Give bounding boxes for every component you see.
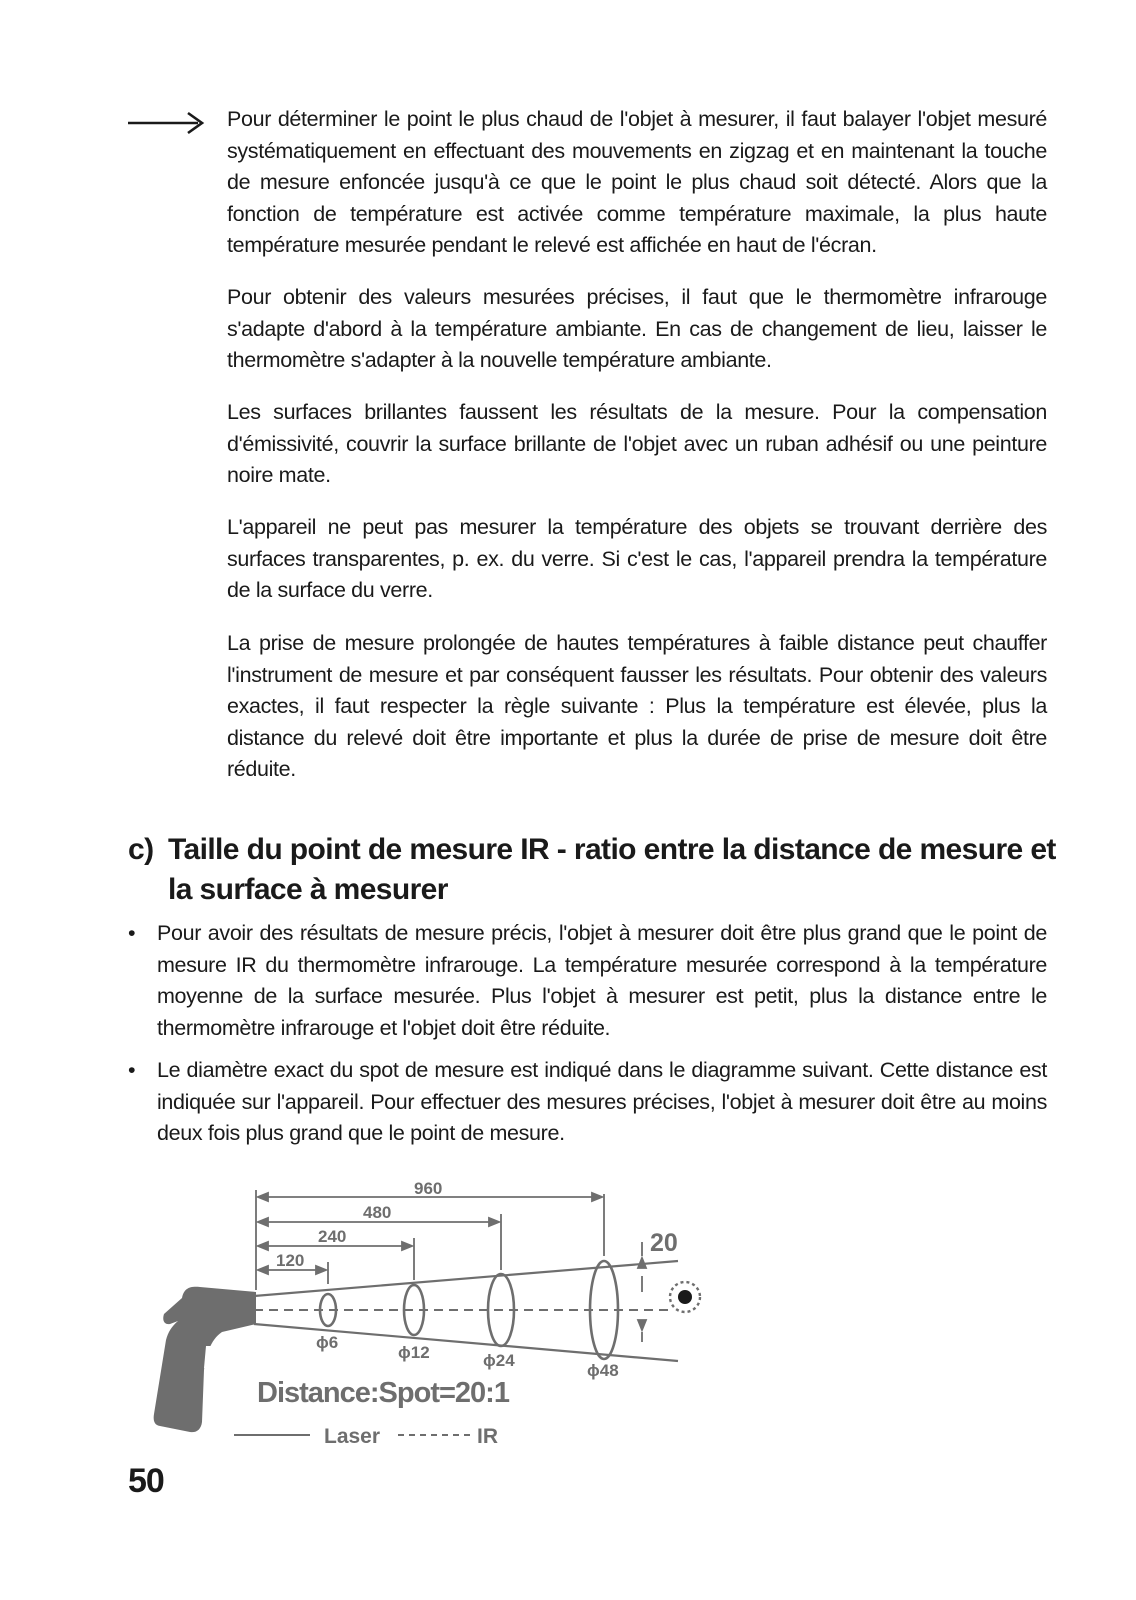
bullet-text: Pour avoir des résultats de mesure précis, l'objet à mesurer doit être plus grand que le point de mesure IR du thermomètre infrarouge. La température mesurée correspond à la température moyenne de la surface mesurée. Plus l'objet à mesurer est petit, plus la distance entre le thermomètre infrarouge et l'objet doit être réduite. xyxy=(157,921,1047,1040)
section-heading xyxy=(128,830,1058,910)
distance-label-120: 120 xyxy=(276,1251,305,1270)
distance-label-480: 480 xyxy=(363,1203,392,1222)
paragraph-transparent-surfaces: L'appareil ne peut pas mesurer la température des objets se trouvant derrière des surfaces transparentes, p. ex. du verre. Si c'est le cas, l'appareil prendra la température de la surface du verre. xyxy=(227,515,1047,602)
spot-label-24: ϕ24 xyxy=(483,1351,515,1370)
arrow-right-icon xyxy=(128,110,208,140)
legend-laser-label: Laser xyxy=(324,1425,381,1448)
thermometer-grip-notch xyxy=(204,1346,216,1370)
section-title-line1: Taille du point de mesure IR - ratio entre la distance de mesure et xyxy=(168,833,1056,866)
section-title-line2: la surface à mesurer xyxy=(168,873,448,906)
distance-spot-diagram xyxy=(150,1180,710,1460)
bullet-dot: • xyxy=(128,1058,136,1082)
paragraph-shiny-surfaces: Les surfaces brillantes faussent les résultats de la mesure. Pour la compensation d'émissivité, couvrir la surface brillante de l'objet avec un ruban adhésif ou une peinture noire mate. xyxy=(227,400,1047,487)
spot-label-48: ϕ48 xyxy=(587,1361,619,1380)
bullet-text: Le diamètre exact du spot de mesure est indiqué dans le diagramme suivant. Cette distance est indiquée sur l'appareil. Pour effectuer des mesures précises, l'objet à mesurer doit être au moins deux fois plus grand que le point de mesure. xyxy=(157,1058,1047,1145)
target-center-icon xyxy=(678,1290,692,1304)
ratio-label: Distance:Spot=20:1 xyxy=(257,1377,509,1409)
section-letter: c) xyxy=(128,833,154,866)
spot-label-12: ϕ12 xyxy=(398,1343,430,1362)
paragraph-hottest-point: Pour déterminer le point le plus chaud de l'objet à mesurer, il faut balayer l'objet mesuré systématiquement en effectuant des mouvements en zigzag et en maintenant la touche de mesure enfoncée jusqu'à ce que le point le plus chaud soit détecté. Alors que la fonction de température est activée comme température maximale, la plus haute température mesurée pendant le relevé est affichée en haut de l'écran. xyxy=(227,107,1047,257)
page-number: 50 xyxy=(128,1462,164,1500)
paragraph-high-temperatures: La prise de mesure prolongée de hautes températures à faible distance peut chauffer l'instrument de mesure et par conséquent fausser les résultats. Pour obtenir des valeurs exactes, il faut respecter la règle suivante : Plus la température est élevée, plus la distance du relevé doit être importante et plus la durée de prise de mesure doit être réduite. xyxy=(227,631,1047,781)
paragraph-ambient-adaptation: Pour obtenir des valeurs mesurées précises, il faut que le thermomètre infrarouge s'adapte d'abord à la température ambiante. En cas de changement de lieu, laisser le thermomètre s'adapter à la nouvelle température ambiante. xyxy=(227,285,1047,372)
bullet-item xyxy=(128,1055,1047,1150)
distance-label-960: 960 xyxy=(414,1180,443,1198)
legend-ir-label: IR xyxy=(477,1425,498,1448)
ratio-marker-20: 20 xyxy=(650,1229,678,1257)
bullet-item xyxy=(128,918,1047,1044)
spot-label-6: ϕ6 xyxy=(316,1333,339,1352)
bullet-dot: • xyxy=(128,921,136,945)
distance-label-240: 240 xyxy=(318,1227,347,1246)
